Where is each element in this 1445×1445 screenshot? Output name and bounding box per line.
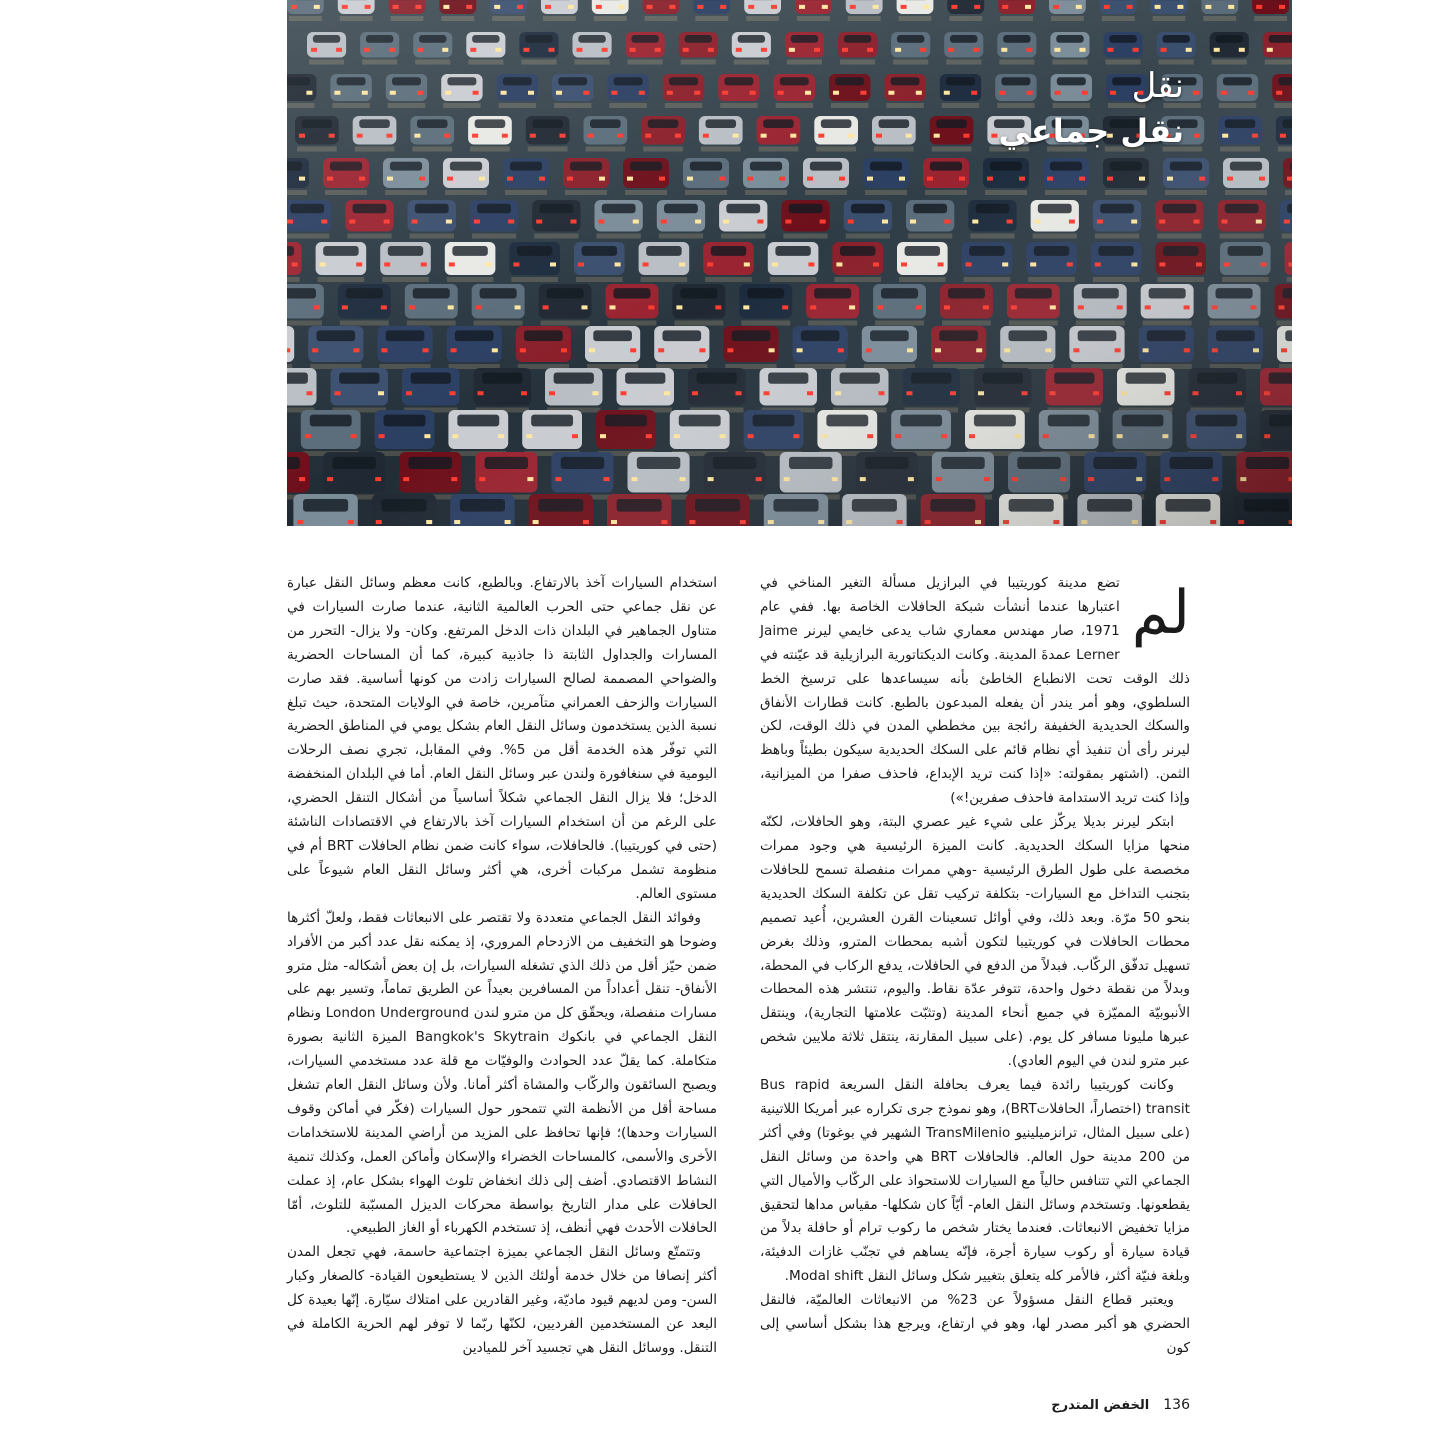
paragraph: وكانت كوريتيبا رائدة فيما يعرف بحافلة النقل السريعة Bus rapid transit (اختصاراً، الحافلاتBRT)، وهو نموذج جرى تكراره عبر أمريكا اللاتينية (على سبيل المثال، ترانزميلينيو TransMilenio الشهير في بوغوتا) وفي أكثر من 200 مدينة حول العالم. فالحافلات BRT هي واحدة من وسائل النقل الجماعي التي تتنافس حالياً مع السيارات للاستحواذ على الركّاب والأميال التي يقطعونها. وتستخدم وسائل النقل العام- أيّاً كان شكلها- مقياس مداها لتحقيق مزايا تخفيض الانبعاثات. فعندما يختار شخص ما ركوب ترام أو حافلة بدلاً من قيادة سيارة أو ركوب سيارة أجرة، فإنّه يساهم في تجنّب غازات الدفيئة، وبلغة فنيّة أكثر، فالأمر كله يتعلق بتغيير شكل وسائل النقل Modal shift.	[760, 1077, 1191, 1285]
page-footer	[1051, 1397, 1190, 1413]
paragraph: ويعتبر قطاع النقل مسؤولاً عن 23% من الانبعاثات العالميّة، فالنقل الحضري هو أكبر مصدر لها، وهو في ارتفاع، ويرجع هذا بشكل أساسي إلى كون	[760, 1292, 1190, 1356]
page-number: 136	[1163, 1397, 1190, 1413]
running-title: الخفض المتدرج	[1051, 1398, 1150, 1413]
section-label: نقل	[1131, 66, 1184, 106]
drop-cap: لم	[1131, 578, 1190, 648]
article-column-left	[287, 572, 717, 1361]
paragraph: وفوائد النقل الجماعي متعددة ولا تقتصر على الانبعاثات فقط، ولعلّ أكثرها وضوحا هو التخفيف من الازدحام المروري، إذ يمكنه نقل عدد أكبر من الأفراد ضمن حيّز أقل من ذلك الذي تشغله السيارات، بل إن بعض أشكاله- مثل مترو الأنفاق- تنقل أعداداً من المسافرين بعيداً عن الطريق تماماً، وتسير بهم على مسارات منفصلة، ويحقّق كل من مترو لندن London Underground ونظام النقل الجماعي في بانكوك Bangkok's Skytrain الميزة الثانية بصورة متكاملة. كما يقلّ عدد الحوادث والوفيّات مع قلة عدد مستخدمي السيارات، ويصبح السائقون والركّاب والمشاة أكثر أمانا. ولأن وسائل النقل العام تشغل مساحة أقل من الأنظمة التي تتمحور حول السيارات (فكّر في أماكن وقوف السيارات وحدها)؛ فإنها تحافظ على المزيد من أراضي المدينة للاستخدامات الأخرى والأسمى، كالمساحات الخضراء والإسكان وأماكن العمل، وكذلك تنمية النشاط الاقتصادي. أضف إلى ذلك انخفاض تلوث الهواء بشكل عام، إذ عملت الحافلات على مدار التاريخ بواسطة محركات الديزل المسبّبة للتلوث، أمّا الحافلات الأحدث فهي أنظف، إذ تستخدم الكهرباء أو الغاز الطبيعي.	[287, 909, 717, 1237]
paragraph: وتتمتّع وسائل النقل الجماعي بميزة اجتماعية حاسمة، فهي تجعل المدن أكثر إنصافا من خلال خدمة أولئك الذين لا يستطيعون القيادة- كالصغار وكبار السن- ومن لديهم قيود ماديّة، وغير القادرين على امتلاك سيّارة. إنّها بعيدة كل البعد عن المستخدمين الفرديين، لكنّها ربّما لا توفر لهم الحرية الكاملة في التنقل. ووسائل النقل هي تجسيد آخر للميادين	[287, 1244, 717, 1356]
paragraph: تضع مدينة كوريتيبا في البرازيل مسألة التغير المناخي في اعتبارها عندما أنشأت شبكة الحافلات الخاصة بها. ففي عام 1971، صار مهندس معماري شاب يدعى خايمي ليرنر Jaime Lerner عمدةَ المدينة. وكانت الديكتاتورية البرازيلية قد عيّنته في ذلك الوقت تحت الانطباع الخاطئ بأنه سيساعدها على ترسيخ الخط السلطوي، وهو أمر يندر أن يفعله المبدعون بالطبع. كانت قطارات الأنفاق والسكك الحديدية الخفيفة رائجة بين مخططي المدن في ذلك الوقت، لكن ليرنر رأى أن تنفيذ أي نظام قائم على السكك الحديدية سيكون بطيئاً وباهظ الثمن. (اشتهر بمقولته: «إذا كنت تريد الإبداع، فاحذف صفرا من الميزانية، وإذا كنت تريد الاستدامة فاحذف صفرين!»)	[760, 575, 1190, 807]
hero-title-block	[998, 64, 1184, 154]
article-column-right	[760, 572, 1190, 1361]
paragraph: استخدام السيارات آخذ بالارتفاع. وبالطبع، كانت معظم وسائل النقل عبارة عن نقل جماعي حتى الحرب العالمية الثانية، عندما صارت السيارات في متناول الجماهير في البلدان ذات الدخل المرتفع. وكان- ولا يزال- التحرر من المسارات والجداول الثابتة ذا جاذبية كبيرة، كما أن المساحات الحضرية والضواحي المصممة لصالح السيارات زادت من كونها أساسية. فقد صارت السيارات والزحف العمراني متآمرين، خاصة في الولايات المتحدة، حيث تبلغ نسبة الذين يستخدمون وسائل النقل العام بشكل يومي في المناطق الحضرية التي توفّر هذه الخدمة أقل من 5%. وفي المقابل، تجري نصف الرحلات اليومية في سنغافورة ولندن عبر وسائل النقل العام. أما في البلدان المنخفضة الدخل؛ فلا يزال النقل الجماعي شكلاً أساسياً من أشكال التنقل الحضري، على الرغم من أن استخدام السيارات آخذ بالارتفاع في الاقتصادات الناشئة (حتى في كوريتيبا). فالحافلات، سواء كانت ضمن نظام الحافلات BRT أم في منظومة تشمل مركبات أخرى، هي أكثر وسائل النقل العام شيوعاً على مستوى العالم.	[287, 575, 717, 902]
page-title: نقل جماعي	[998, 112, 1184, 150]
paragraph: ابتكر ليرنر بديلا يركّز على شيء غير عصري البتة، وهو الحافلات، لكنّه منحها مزايا السكك الحديدية. كانت الميزة الرئيسية هي وجود ممرات مخصصة على طول الطرق الرئيسية -وهي ممرات منفصلة تسمح للحافلات بتجنب التداخل مع السيارات- بتكلفة تركيب تقل عن تكلفة السكك الحديدية بنحو 50 مرّة. وبعد ذلك، وفي أوائل تسعينات القرن العشرين، أُعيد تصميم محطات الحافلات في كوريتيبا لتكون أشبه بمحطات المترو، وذلك بغرض تسهيل تدفّق الركّاب. فبدلاً من الدفع في الحافلات، يدفع الركاب في المحطة، وبدلاً من نقطة دخول واحدة، تتوفر عدّة نقاط. واليوم، تنتشر هذه المحطات الأنبوبيّة المميّزة في جميع أنحاء المدينة (وتثبّت علامتها التجارية)، وينتقل عبرها مليونا مسافر كل يوم. (على سبيل المقارنة، ينتقل ثلاثة ملايين شخص عبر مترو لندن في اليوم العادي).	[760, 814, 1190, 1070]
traffic-jam-photo	[287, 0, 1292, 526]
